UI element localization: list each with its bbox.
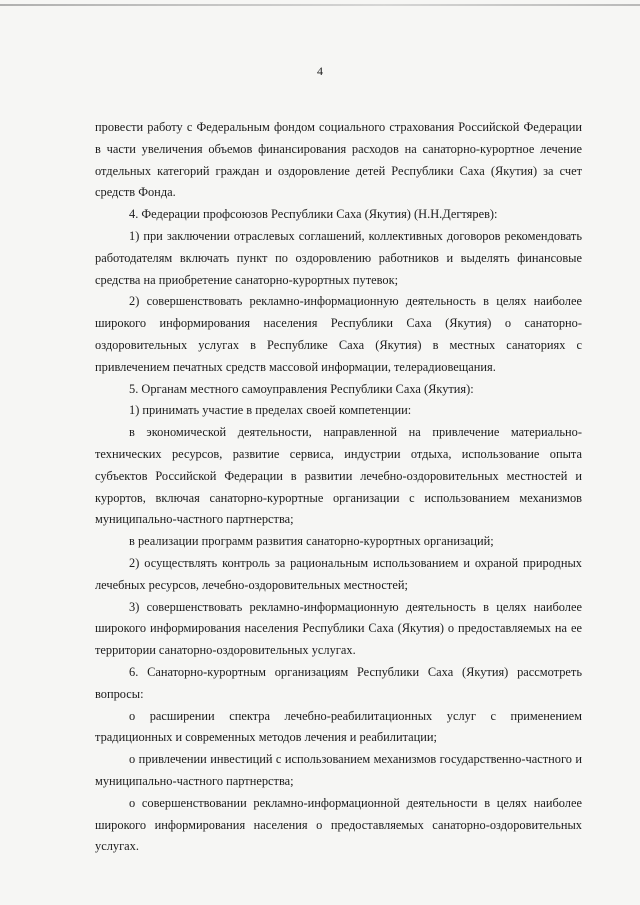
paragraph-item-5-heading: 5. Органам местного самоуправления Республики Саха (Якутия): — [129, 381, 474, 396]
paragraph-item-5-1-economic: в экономической деятельности, направленной на привлечение материально-технических ресурсов, развитие сервиса, индустрии отдыха, использование опыта субъектов Российской Федерации в развитии лечебно-оздоровительных местностей и курортов, включая санаторно-курортные организации с использованием механизмов муниципально-частного партнерства; — [95, 425, 582, 527]
paragraph-fss-continuation: провести работу с Федеральным фондом социального страхования Российской Федерации в части увеличения объемов финансирования расходов на санаторно-курортное лечение отдельных категорий граждан и оздоровление детей Республики Саха (Якутия) за счет средств Фонда. — [95, 120, 582, 200]
paragraph-item-5-1: 1) принимать участие в пределах своей компетенции: — [129, 403, 412, 418]
paragraph-item-6-services: о расширении спектра лечебно-реабилитационных услуг с применением традиционных и современных методов лечения и реабилитации; — [95, 708, 582, 745]
paragraph-item-5-3: 3) совершенствовать рекламно-информационную деятельность в целях наиболее широкого информирования населения Республики Саха (Якутия) о предоставляемых на ее территории санаторно-оздоровительных услугах. — [95, 599, 582, 658]
paragraph-item-6-investments: о привлечении инвестиций с использованием механизмов государственно-частного и муниципально-частного партнерства; — [95, 752, 582, 788]
paragraph-item-5-2: 2) осуществлять контроль за рациональным использованием и охраной природных лечебных ресурсов, лечебно-оздоровительных местностей; — [95, 555, 582, 592]
paragraph-item-4-heading: 4. Федерации профсоюзов Республики Саха (Якутия) (Н.Н.Дегтярев): — [129, 207, 498, 222]
paragraph-item-6-heading: 6. Санаторно-курортным организациям Республики Саха (Якутия) рассмотреть вопросы: — [95, 664, 582, 701]
paragraph-item-6-advertising: о совершенствовании рекламно-информационной деятельности в целях наиболее широкого информирования населения о предоставляемых санаторно-оздоровительных услугах. — [95, 795, 582, 854]
scan-edge-line — [0, 4, 640, 6]
page-number: 4 — [317, 64, 323, 78]
paragraph-item-4-1: 1) при заключении отраслевых соглашений, коллективных договоров рекомендовать работодателям включать пункт по оздоровлению работников и выделять финансовые средства на приобретение санаторно-курортных путевок; — [95, 228, 582, 287]
document-body — [95, 117, 582, 858]
paragraph-item-5-1-programs: в реализации программ развития санаторно-курортных организаций; — [129, 534, 494, 549]
paragraph-item-4-2: 2) совершенствовать рекламно-информационную деятельность в целях наиболее широкого информирования населения Республики Саха (Якутия) о санаторно-оздоровительных услугах в Республике Саха (Якутия) в местных санаториях с привлечением печатных средств массовой информации, телерадиовещания. — [95, 294, 582, 374]
